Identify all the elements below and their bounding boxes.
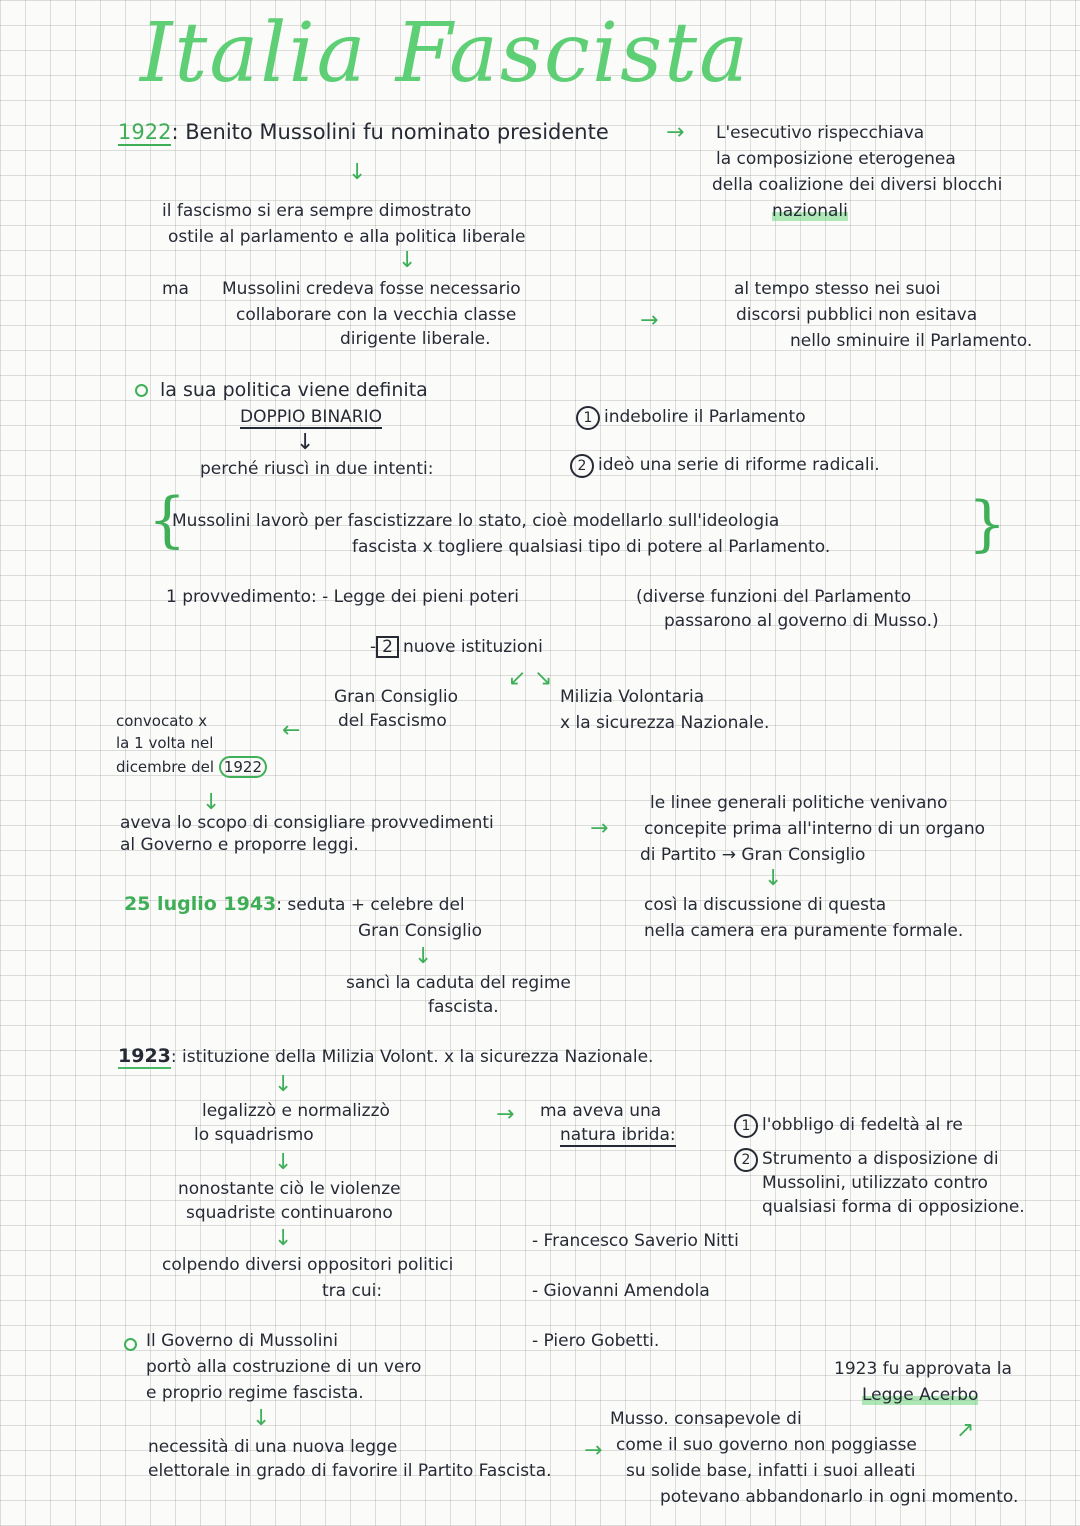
left-brace-icon: {	[148, 485, 187, 555]
scopo-line-2: al Governo e proporre leggi.	[120, 835, 359, 855]
number-1-icon: 1	[734, 1114, 758, 1138]
number-2-icon: 2	[734, 1148, 758, 1172]
section-1923	[118, 1044, 653, 1068]
bullet-icon	[124, 1338, 137, 1351]
legalizzo-line-2: lo squadrismo	[194, 1125, 314, 1145]
governo-line-1: Il Governo di Mussolini	[146, 1331, 338, 1351]
number-1-icon: 1	[576, 406, 600, 430]
arrow-down-icon: ↓	[348, 160, 367, 185]
cosi-line-2: nella camera era puramente formale.	[644, 921, 964, 941]
intent-2-text: ideò una serie di riforme radicali.	[598, 455, 880, 475]
mussolini-line-2: collaborare con la vecchia classe	[236, 305, 517, 325]
executive-note-2: la composizione eterogenea	[716, 149, 956, 169]
bullet-icon	[135, 384, 148, 397]
nuove-istituzioni: - 2 nuove istituzioni	[370, 637, 543, 657]
politica-line: la sua politica viene definita	[160, 379, 428, 401]
ibrida-1	[734, 1114, 963, 1138]
colpendo-line-1: colpendo diversi oppositori politici	[162, 1255, 454, 1275]
acerbo-line-1: 1923 fu approvata la	[834, 1359, 1012, 1379]
strumento-text: Strumento a disposizione di	[762, 1149, 999, 1169]
fascistizzare-text: Mussolini lavorò per fascistizzare lo stato, cioè modellarlo sull'ideologia	[172, 511, 780, 531]
right-brace-icon: }	[968, 489, 1007, 559]
number-2-box: 2	[376, 636, 399, 658]
milizia-1: Milizia Volontaria	[560, 687, 705, 707]
ibrida-2-line-2: Mussolini, utilizzato contro	[762, 1173, 988, 1193]
convocato-2: la 1 volta nel	[116, 734, 214, 752]
arrow-right-icon: →	[584, 1438, 603, 1463]
date-1943-label: 25 luglio 1943	[124, 893, 277, 915]
arrow-right-icon: →	[666, 120, 685, 145]
page-title: Italia Fascista	[140, 6, 751, 101]
arrow-down-icon: ↓	[414, 944, 433, 969]
ibrida-line-1: ma aveva una	[540, 1101, 662, 1121]
arrow-down-icon: ↓	[274, 1150, 293, 1175]
linee-line-3	[640, 844, 865, 866]
date-1943	[124, 892, 465, 916]
musso-line-1: Musso. consapevole di	[610, 1409, 802, 1429]
arrow-diagonal-left-icon: ↙	[508, 666, 527, 691]
partito-text: di Partito	[640, 845, 717, 865]
gran-consiglio-text: Gran Consiglio	[741, 845, 866, 865]
fascistizzare-line-1	[172, 510, 779, 532]
arrow-down-icon: ↓	[296, 430, 315, 455]
nuove-istituzioni-text: nuove istituzioni	[402, 637, 543, 657]
year-1922-circled: 1922	[219, 756, 267, 778]
opponent-3: - Piero Gobetti.	[532, 1331, 660, 1351]
arrow-down-icon: ↓	[274, 1226, 293, 1251]
arrow-right-icon: →	[590, 816, 609, 841]
ibrida-2-line-3: qualsiasi forma di opposizione.	[762, 1197, 1025, 1217]
governo-line-3: e proprio regime fascista.	[146, 1383, 364, 1403]
tempo-line-2: discorsi pubblici non esitava	[736, 305, 978, 325]
musso-line-4: potevano abbandonarlo in ogni momento.	[660, 1487, 1019, 1507]
fascism-line-1: il fascismo si era sempre dimostrato	[162, 201, 472, 221]
doppio-binario	[240, 406, 382, 428]
arrow-down-icon: ↓	[274, 1072, 293, 1097]
opponent-name: Giovanni Amendola	[543, 1281, 710, 1301]
necessita-line-2: elettorale in grado di favorire il Partito Fascista.	[148, 1461, 552, 1481]
opponent-1: - Francesco Saverio Nitti	[532, 1231, 739, 1251]
ma-label: ma	[162, 279, 189, 299]
gran-consiglio-1: Gran Consiglio	[334, 687, 459, 707]
convocato-1: convocato x	[116, 712, 208, 730]
nonostante-line-1: nonostante ciò le violenze	[178, 1179, 401, 1199]
opponent-2: - Giovanni Amendola	[532, 1281, 710, 1301]
convocato-text: dicembre del	[116, 758, 215, 776]
scopo-line-1: aveva lo scopo di consigliare provvedimenti	[120, 813, 494, 833]
opponent-name: Francesco Saverio Nitti	[543, 1231, 739, 1251]
tempo-line-3: nello sminuire il Parlamento.	[790, 331, 1033, 351]
perche-line: perché riuscì in due intenti:	[200, 459, 434, 479]
arrow-down-icon: ↓	[202, 790, 221, 815]
linee-line-1: le linee generali politiche venivano	[650, 793, 948, 813]
year-1922: 1922	[118, 120, 172, 144]
istituzione-text: : istituzione della Milizia Volont. x la sicurezza Nazionale.	[170, 1047, 654, 1067]
convocato-3	[116, 756, 267, 778]
nazionali-highlight: nazionali	[772, 201, 848, 221]
executive-note-3: della coalizione dei diversi blocchi	[712, 175, 1003, 195]
caduta-line-2: fascista.	[428, 997, 499, 1017]
gran-consiglio-seduta: Gran Consiglio	[358, 921, 483, 941]
tempo-line-1: al tempo stesso nei suoi	[734, 279, 941, 299]
fedelta-text: l'obbligo di fedeltà al re	[762, 1115, 963, 1135]
nomination-text: : Benito Mussolini fu nominato presidente	[171, 120, 609, 144]
arrow-down-icon: ↓	[398, 248, 417, 273]
mussolini-line-1: Mussolini credeva fosse necessario	[222, 279, 521, 299]
arrow-left-icon: ←	[282, 718, 301, 743]
doppio-binario-label: DOPPIO BINARIO	[240, 407, 383, 427]
year-1923: 1923	[118, 1045, 171, 1067]
nonostante-line-2: squadriste continuarono	[186, 1203, 393, 1223]
arrow-right-icon: →	[640, 308, 659, 333]
musso-line-2: come il suo governo non poggiasse	[616, 1435, 917, 1455]
arrow-down-icon: ↓	[764, 866, 783, 891]
arrow-down-icon: ↓	[252, 1406, 271, 1431]
cosi-line-1: così la discussione di questa	[644, 895, 887, 915]
milizia-2: x la sicurezza Nazionale.	[560, 713, 770, 733]
arrow-diagonal-right-icon: ↘	[534, 666, 553, 691]
opponent-name: Piero Gobetti.	[543, 1331, 660, 1351]
legalizzo-line-1: legalizzò e normalizzò	[202, 1101, 390, 1121]
arrow-right-icon: →	[496, 1102, 515, 1127]
natura-ibrida: natura ibrida:	[560, 1125, 676, 1145]
acerbo-line-2	[862, 1384, 978, 1406]
linee-line-2: concepite prima all'interno di un organo	[644, 819, 986, 839]
legge-acerbo: Legge Acerbo	[862, 1385, 979, 1405]
governo-line-2: portò alla costruzione di un vero	[146, 1357, 422, 1377]
arrow-up-right-icon: ↗	[956, 1418, 975, 1443]
colpendo-line-2: tra cui:	[322, 1281, 383, 1301]
intent-1-text: indebolire il Parlamento	[604, 407, 806, 427]
arrow-right-icon: →	[721, 845, 736, 865]
section-1922	[118, 120, 609, 144]
ibrida-2	[734, 1148, 999, 1172]
caduta-line-1: sancì la caduta del regime	[346, 973, 571, 993]
executive-note-4	[772, 200, 848, 222]
intent-1	[576, 406, 806, 430]
number-2-icon: 2	[570, 454, 594, 478]
fascistizzare-line-2: fascista x togliere qualsiasi tipo di potere al Parlamento.	[352, 537, 831, 557]
necessita-line-1: necessità di una nuova legge	[148, 1437, 398, 1457]
executive-note-1: L'esecutivo rispecchiava	[716, 123, 925, 143]
mussolini-line-3: dirigente liberale.	[340, 329, 491, 349]
seduta-text: : seduta + celebre del	[276, 895, 465, 915]
ibrida-line-2	[560, 1124, 676, 1146]
gran-consiglio-2: del Fascismo	[338, 711, 447, 731]
parlamento-paren-1: (diverse funzioni del Parlamento	[636, 587, 912, 607]
fascism-line-2: ostile al parlamento e alla politica liberale	[168, 227, 526, 247]
parlamento-paren-2: passarono al governo di Musso.)	[664, 611, 939, 631]
musso-line-3: su solide base, infatti i suoi alleati	[626, 1461, 916, 1481]
provvedimento-line: 1 provvedimento: - Legge dei pieni poteri	[166, 587, 520, 607]
intent-2	[570, 454, 880, 478]
